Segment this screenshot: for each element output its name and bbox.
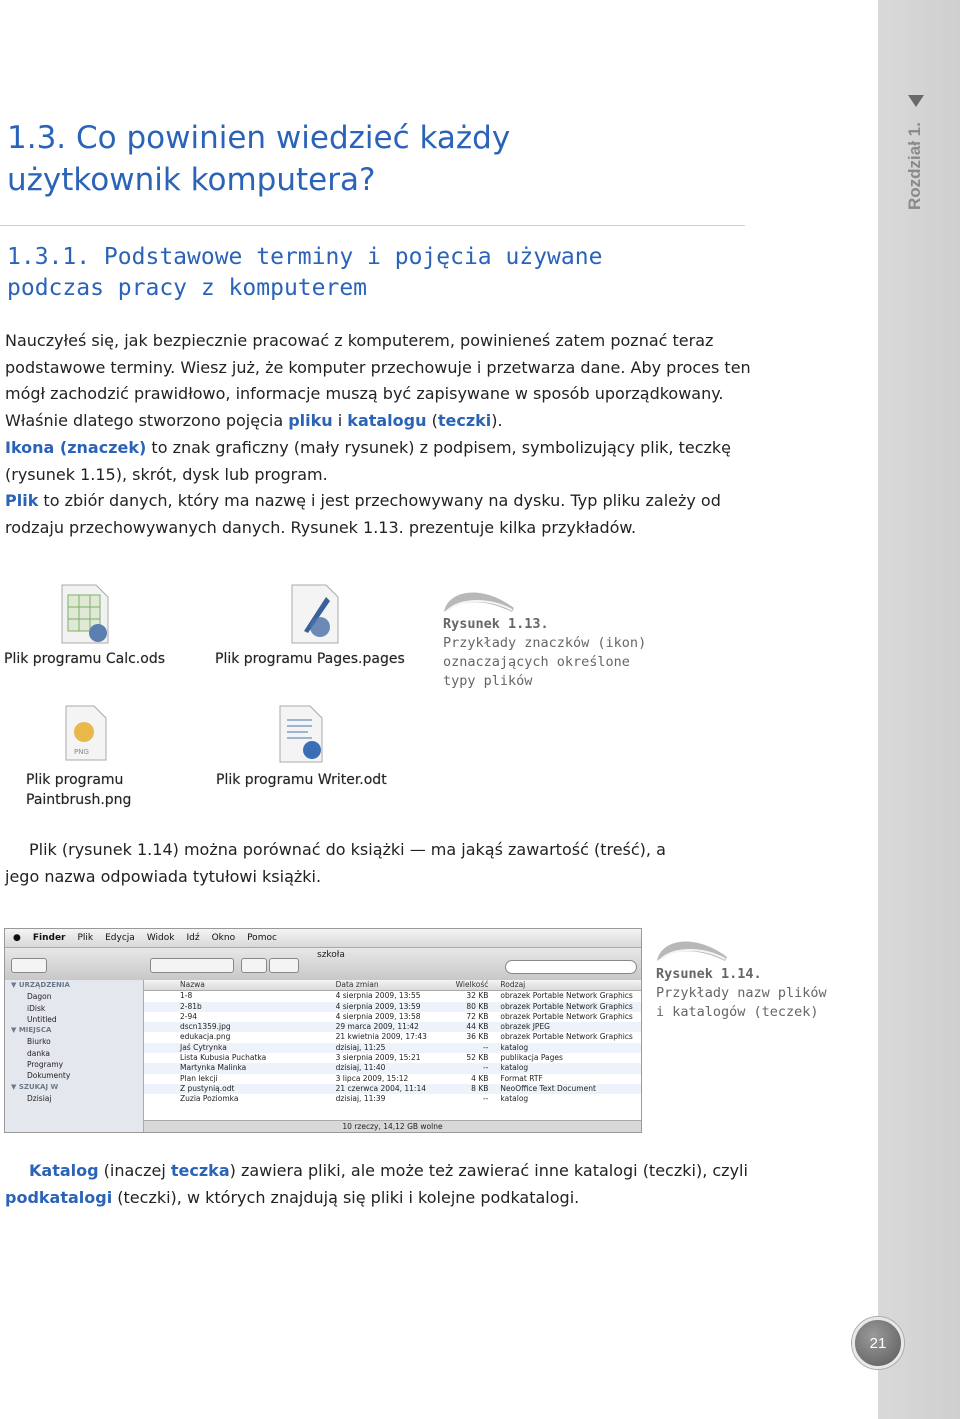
figure-13-text: Przykłady znaczków (ikon) oznaczających określone typy plików <box>443 635 647 689</box>
file-row[interactable] <box>144 1084 641 1094</box>
file-date: 4 sierpnia 2009, 13:58 <box>335 1011 421 1021</box>
file-name: edukacja.png <box>180 1032 231 1042</box>
view-mode-buttons[interactable] <box>150 958 234 973</box>
quick-look-button[interactable] <box>241 958 267 973</box>
file-name: 2-94 <box>180 1011 198 1021</box>
finder-window <box>4 928 642 1133</box>
term-plik-2: Plik <box>5 491 39 511</box>
intro-text: Nauczyłeś się, jak bezpiecznie pracować z komputerem, powinieneś zatem poznać teraz podstawowe terminy. Wiesz już, że komputer przechowuje i przetwarza dane. Aby proces ten mógł zachodzić prawidłowo, informacje muszą być zapisywane w sposób uporządkowany. Właśnie dlatego stworzono pojęcia <box>5 331 751 431</box>
file-row[interactable] <box>144 1074 641 1084</box>
section-heading <box>7 117 510 201</box>
file-name: Zuzia Poziomka <box>180 1094 239 1104</box>
file-size: 52 KB <box>466 1053 489 1063</box>
subsection-heading-line2: podczas pracy z komputerem <box>7 275 368 301</box>
katalog-text-a: (inaczej <box>98 1161 171 1180</box>
apple-menu-icon[interactable]: ● <box>13 933 21 943</box>
chapter-label: Rozdział 1. <box>905 122 924 210</box>
file-date: 3 sierpnia 2009, 15:21 <box>335 1053 421 1063</box>
column-date[interactable]: Data zmian <box>335 980 379 989</box>
subsection-heading <box>7 242 602 304</box>
file-name: Martynka Malinka <box>180 1063 247 1073</box>
pages-file-label: Plik programu Pages.pages <box>215 651 405 667</box>
book-comparison-paragraph <box>5 837 705 890</box>
sidebar-item-programy[interactable]: Programy <box>27 1060 64 1070</box>
caption-flag-icon <box>655 933 729 965</box>
file-date: dzisiaj, 11:40 <box>335 1063 386 1073</box>
term-katalog: katalogu <box>347 411 427 431</box>
file-size: 32 KB <box>466 991 489 1001</box>
ikona-definition: to znak graficzny (mały rysunek) z podpisem, symbolizujący plik, teczkę (rysunek 1.15), skrót, dysk lub program. <box>5 437 731 484</box>
menu-okno[interactable]: Okno <box>211 933 236 943</box>
file-date: 4 sierpnia 2009, 13:59 <box>335 1001 421 1011</box>
back-forward-button[interactable] <box>11 958 47 973</box>
katalog-text-b: ) zawiera pliki, ale może też zawierać inne katalogi (teczki), czyli <box>229 1161 748 1180</box>
file-size: 44 KB <box>466 1022 489 1032</box>
menu-idz[interactable]: Idź <box>186 933 200 943</box>
file-size: -- <box>482 1042 489 1052</box>
file-list <box>144 980 641 1132</box>
file-date: dzisiaj, 11:39 <box>335 1094 386 1104</box>
file-row[interactable] <box>144 1022 641 1032</box>
file-size: 4 KB <box>471 1073 489 1083</box>
file-kind: obrazek Portable Network Graphics <box>500 1011 633 1021</box>
term-teczki: teczki <box>437 411 492 431</box>
file-date: 21 czerwca 2004, 11:14 <box>335 1083 427 1093</box>
file-date: 4 sierpnia 2009, 13:55 <box>335 991 421 1001</box>
menu-edycja[interactable]: Edycja <box>105 933 135 943</box>
menu-pomoc[interactable]: Pomoc <box>247 933 277 943</box>
file-row[interactable] <box>144 1053 641 1063</box>
calc-file-icon <box>60 583 110 645</box>
finder-sidebar <box>5 980 144 1132</box>
page-number: 21 <box>852 1317 904 1369</box>
intro-paragraph <box>5 328 765 542</box>
sidebar-section-places: ▼ MIEJSCA <box>11 1026 52 1035</box>
folder-row[interactable] <box>144 1043 641 1053</box>
chapter-sidebar <box>878 0 960 1419</box>
file-kind: katalog <box>500 1042 529 1052</box>
file-name: Jaś Cytrynka <box>180 1042 227 1052</box>
sidebar-section-search: ▼ SZUKAJ W <box>11 1082 59 1091</box>
file-size: -- <box>482 1094 489 1104</box>
file-name: Z pustynią.odt <box>180 1083 235 1093</box>
folder-row[interactable] <box>144 1094 641 1104</box>
figure-file-icons <box>0 578 430 810</box>
file-kind: obrazek Portable Network Graphics <box>500 1032 633 1042</box>
paintbrush-file-label: Plik programu Paintbrush.png <box>26 772 132 808</box>
menu-plik[interactable]: Plik <box>77 933 94 943</box>
figure-13-number: Rysunek 1.13. <box>443 616 549 632</box>
sidebar-item-dokumenty[interactable]: Dokumenty <box>27 1071 71 1081</box>
file-kind: NeoOffice Text Document <box>500 1083 596 1093</box>
intro-paren-close: ). <box>491 411 503 431</box>
term-teczka: teczka <box>170 1161 230 1180</box>
chapter-arrow-icon <box>908 95 924 107</box>
figure-14-text: Przykłady nazw plików i katalogów (teczek) <box>656 985 827 1020</box>
figure-13-caption <box>443 615 658 691</box>
file-name: 2-81b <box>180 1001 202 1011</box>
menu-finder[interactable]: Finder <box>32 933 66 943</box>
folder-row[interactable] <box>144 1063 641 1073</box>
sidebar-item-idisk[interactable]: iDisk <box>27 1003 46 1013</box>
file-date: dzisiaj, 11:25 <box>335 1042 386 1052</box>
action-gear-button[interactable] <box>269 958 299 973</box>
katalog-paragraph <box>5 1158 765 1211</box>
section-heading-line2: użytkownik komputera? <box>7 162 376 198</box>
figure-14-number: Rysunek 1.14. <box>656 966 762 982</box>
file-date: 21 kwietnia 2009, 17:43 <box>335 1032 427 1042</box>
file-row[interactable] <box>144 1002 641 1012</box>
term-ikona: Ikona (znaczek) <box>5 437 147 457</box>
sidebar-item-dagon[interactable]: Dagon <box>27 992 52 1002</box>
katalog-text-c: (teczki), w których znajdują się pliki i kolejne podkatalogi. <box>112 1187 580 1207</box>
column-size[interactable]: Wielkość <box>455 980 489 989</box>
file-size: 72 KB <box>466 1011 489 1021</box>
file-kind: katalog <box>500 1094 529 1104</box>
term-podkatalogi: podkatalogi <box>5 1187 113 1207</box>
file-name: dscn1359.jpg <box>180 1022 231 1032</box>
paintbrush-file-icon <box>64 704 108 762</box>
sidebar-item-danka[interactable]: danka <box>27 1048 50 1058</box>
sidebar-item-biurko[interactable]: Biurko <box>27 1037 51 1047</box>
caption-flag-icon <box>442 584 516 616</box>
file-list-header <box>144 980 641 991</box>
column-kind[interactable]: Rodzaj <box>500 980 526 989</box>
finder-menubar <box>5 929 641 948</box>
file-row[interactable] <box>144 1012 641 1022</box>
section-heading-line1: 1.3. Co powinien wiedzieć każdy <box>7 120 511 156</box>
file-size: 36 KB <box>466 1032 489 1042</box>
file-name: Plan lekcji <box>180 1073 218 1083</box>
figure-14-caption <box>656 965 841 1022</box>
file-kind: katalog <box>500 1063 529 1073</box>
term-katalog-2: Katalog <box>29 1161 99 1180</box>
pages-file-icon <box>290 583 340 645</box>
file-name: Lista Kubusia Puchatka <box>180 1053 267 1063</box>
writer-file-label: Plik programu Writer.odt <box>216 772 387 788</box>
file-kind: publikacja Pages <box>500 1053 563 1063</box>
column-name[interactable]: Nazwa <box>180 980 205 989</box>
file-kind: obrazek Portable Network Graphics <box>500 1001 633 1011</box>
file-date: 3 lipca 2009, 15:12 <box>335 1073 409 1083</box>
sidebar-item-dzisiaj[interactable]: Dzisiaj <box>27 1093 52 1103</box>
subsection-heading-line1: 1.3.1. Podstawowe terminy i pojęcia używane <box>7 244 603 270</box>
intro-text-i: i <box>332 411 348 431</box>
sidebar-section-devices: ▼ URZĄDZENIA <box>11 981 70 989</box>
intro-paren-open: ( <box>426 411 438 431</box>
calc-file-label: Plik programu Calc.ods <box>4 651 165 667</box>
heading-divider <box>0 225 745 226</box>
file-name: 1-8 <box>180 991 193 1001</box>
plik-definition: to zbiór danych, który ma nazwę i jest przechowywany na dysku. Typ pliku zależy od rodzaju przechowywanych danych. Rysunek 1.13. prezentuje kilka przykładów. <box>5 491 721 537</box>
sidebar-item-untitled[interactable]: Untitled <box>27 1014 57 1024</box>
menu-widok[interactable]: Widok <box>146 933 175 943</box>
file-date: 29 marca 2009, 11:42 <box>335 1022 419 1032</box>
file-size: 8 KB <box>471 1083 489 1093</box>
file-kind: obrazek JPEG <box>500 1022 550 1032</box>
book-comparison-text: Plik (rysunek 1.14) można porównać do książki — ma jakąś zawartość (treść), a jego nazwa odpowiada tytułowi książki. <box>5 840 666 886</box>
file-size: 80 KB <box>466 1001 489 1011</box>
term-plik: pliku <box>288 411 333 431</box>
finder-status-bar: 10 rzeczy, 14,12 GB wolne <box>144 1120 641 1132</box>
file-kind: Format RTF <box>500 1073 543 1083</box>
file-row[interactable] <box>144 1032 641 1042</box>
svg-text:PNG: PNG <box>74 748 89 756</box>
finder-toolbar <box>5 948 641 981</box>
folder-title: szkoła <box>317 950 345 960</box>
file-size: -- <box>482 1063 489 1073</box>
search-input[interactable] <box>505 960 637 974</box>
writer-file-icon <box>278 704 324 764</box>
file-kind: obrazek Portable Network Graphics <box>500 991 633 1001</box>
file-row[interactable] <box>144 991 641 1001</box>
